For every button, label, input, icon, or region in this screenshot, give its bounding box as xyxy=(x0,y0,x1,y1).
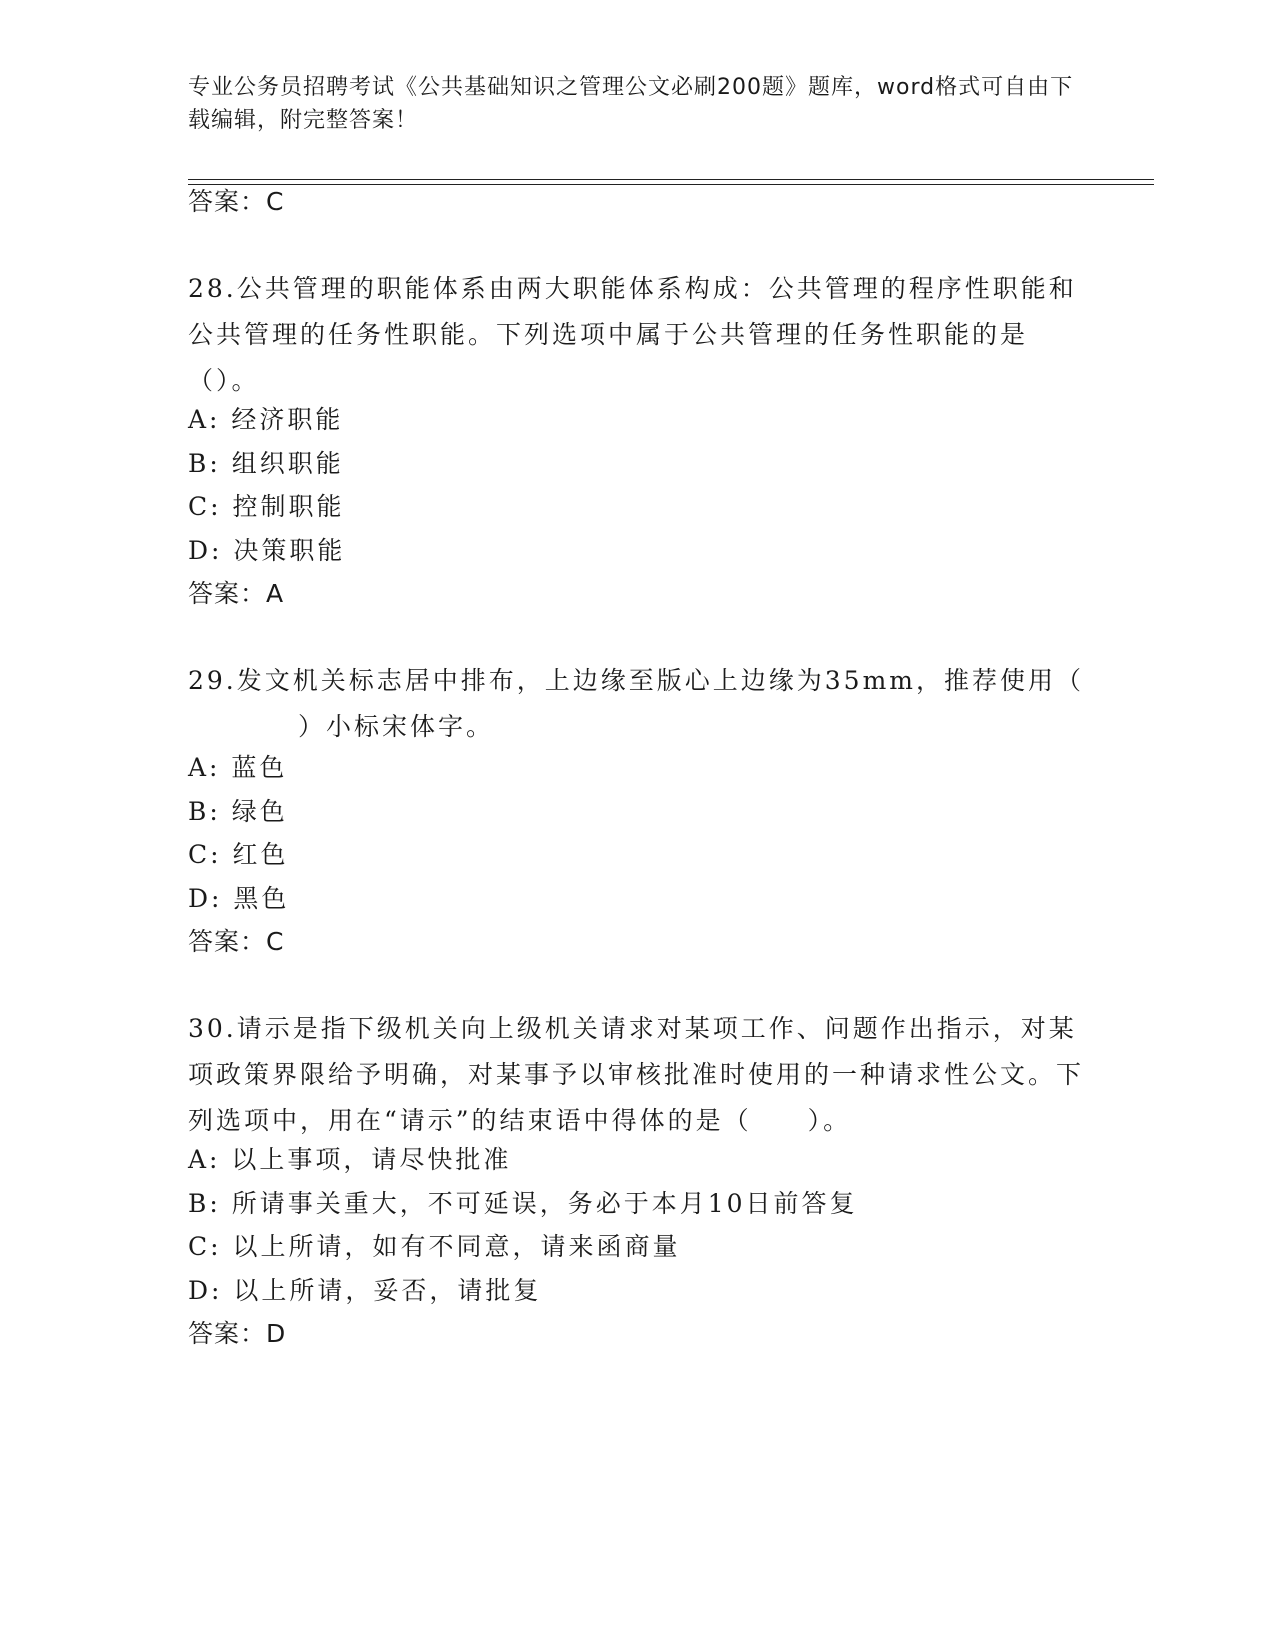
answer-30: 答案：D xyxy=(188,1319,287,1348)
option-30-b: B: 所请事关重大，不可延误，务必于本月10日前答复 xyxy=(188,1189,858,1218)
option-29-c: C: 红色 xyxy=(188,840,289,869)
question-29 xyxy=(188,658,1088,750)
answer-29: 答案：C xyxy=(188,927,285,956)
option-30-a: A: 以上事项，请尽快批准 xyxy=(188,1145,512,1174)
question-29-line-2 xyxy=(188,704,1088,750)
question-29-line-1: 29.发文机关标志居中排布，上边缘至版心上边缘为35mm，推荐使用（ xyxy=(188,666,1084,695)
option-30-c: C: 以上所请，如有不同意，请来函商量 xyxy=(188,1232,681,1261)
question-28: 28.公共管理的职能体系由两大职能体系构成：公共管理的程序性职能和公共管理的任务性职能。下列选项中属于公共管理的任务性职能的是（）。 xyxy=(188,274,1077,395)
answer-27: 答案：C xyxy=(188,187,285,216)
option-29-a: A: 蓝色 xyxy=(188,753,288,782)
header-divider-bottom xyxy=(188,184,1154,185)
header-divider-top xyxy=(188,179,1154,180)
option-29-b: B: 绿色 xyxy=(188,797,288,826)
option-28-d: D: 决策职能 xyxy=(188,536,346,565)
option-30-d: D: 以上所请，妥否，请批复 xyxy=(188,1276,542,1305)
option-28-a: A: 经济职能 xyxy=(188,405,344,434)
option-28-c: C: 控制职能 xyxy=(188,492,345,521)
document-header: 专业公务员招聘考试《公共基础知识之管理公文必刷200题》题库，word格式可自由下载编辑，附完整答案！ xyxy=(188,75,1074,133)
question-29-line-2-text: ）小标宋体字。 xyxy=(298,712,495,741)
option-28-b: B: 组织职能 xyxy=(188,449,344,478)
answer-28: 答案：A xyxy=(188,579,285,608)
question-30: 30.请示是指下级机关向上级机关请求对某项工作、问题作出指示，对某项政策界限给予明确，对某事予以审核批准时使用的一种请求性公文。下列选项中，用在“请示”的结束语中得体的是（ ）。 xyxy=(188,1014,1085,1135)
option-29-d: D: 黑色 xyxy=(188,884,290,913)
